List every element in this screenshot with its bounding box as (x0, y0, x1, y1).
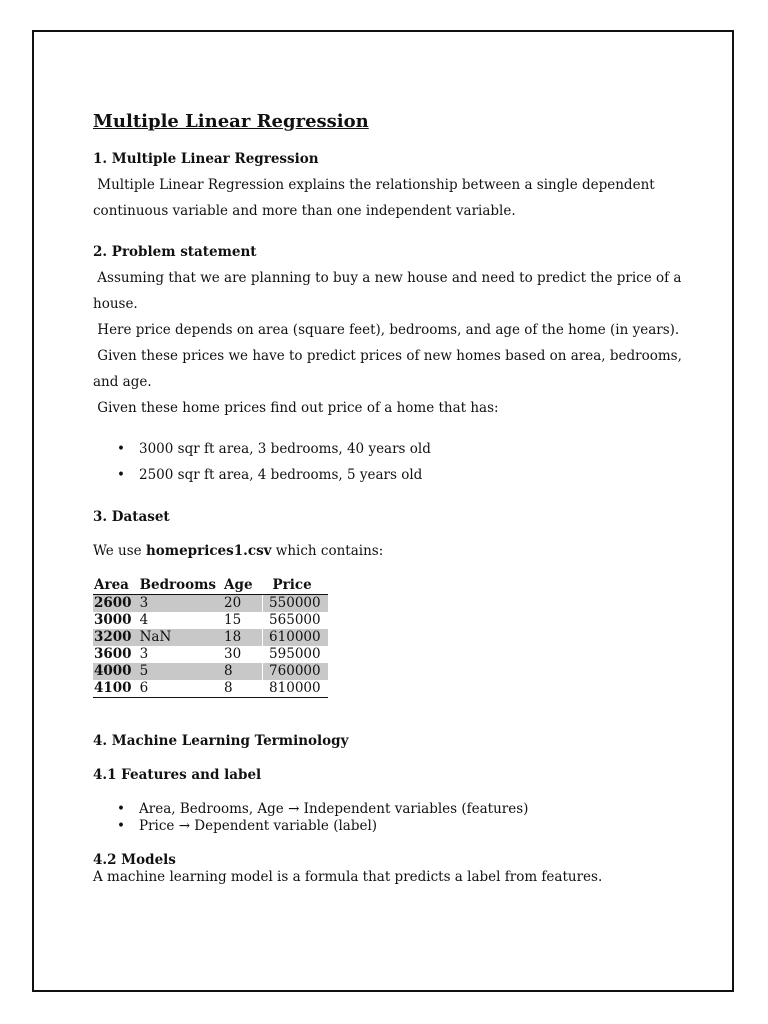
section-2-line-4: Given these prices we have to predict prices of new homes based on area, bedrooms, (93, 348, 682, 364)
table-row: 4100 6 8 810000 (93, 680, 328, 698)
dataset-intro-prefix: We use (93, 543, 146, 559)
list-item: • Price → Dependent variable (label) (117, 818, 378, 834)
bullet-icon: • (117, 467, 125, 483)
table-row: 3000 4 15 565000 (93, 612, 328, 629)
section-2-body (93, 265, 683, 421)
section-4-2-text: A machine learning model is a formula that predicts a label from features. (93, 869, 603, 885)
list-item: • 3000 sqr ft area, 3 bedrooms, 40 years old (93, 436, 683, 462)
section-2-line-5: and age. (93, 374, 152, 390)
section-2-line-3: Here price depends on area (square feet), bedrooms, and age of the home (in years). (93, 322, 680, 338)
table-header-row (93, 577, 328, 595)
table-row: 4000 5 8 760000 (93, 663, 328, 680)
section-2 (93, 242, 683, 262)
dataset-filename: homeprices1.csv (145, 543, 272, 559)
section-2-heading: 2. Problem statement (93, 244, 257, 260)
column-header-age: Age (223, 577, 263, 595)
table-row: 3200 NaN 18 610000 (93, 629, 328, 646)
section-1-line-1: Multiple Linear Regression explains the relationship between a single dependent (93, 177, 655, 193)
section-1-heading: 1. Multiple Linear Regression (93, 151, 319, 167)
bullet-icon: • (117, 818, 125, 834)
section-1-line-2: continuous variable and more than one independent variable. (93, 203, 516, 219)
section-1-body (93, 172, 683, 224)
column-header-price: Price (263, 577, 328, 595)
section-1 (93, 149, 683, 169)
table-row: 3600 3 30 595000 (93, 646, 328, 663)
section-3-heading: 3. Dataset (93, 509, 170, 525)
section-3 (93, 507, 683, 527)
section-4-2 (93, 852, 683, 886)
dataset-table-wrap (93, 577, 683, 698)
section-2-line-1: Assuming that we are planning to buy a new house and need to predict the price of a (93, 270, 682, 286)
column-header-bedrooms: Bedrooms (139, 577, 223, 595)
section-2-line-2: house. (93, 296, 138, 312)
document-title: Multiple Linear Regression (93, 111, 369, 132)
section-4-1-heading: 4.1 Features and label (93, 767, 262, 783)
dataset-intro-suffix: which contains: (271, 543, 384, 559)
section-4-heading: 4. Machine Learning Terminology (93, 733, 349, 749)
section-2-bullets (93, 436, 683, 488)
section-4-1 (93, 765, 683, 785)
bullet-icon: • (117, 441, 125, 457)
table-row: 2600 3 20 550000 (93, 595, 328, 613)
section-4 (93, 731, 683, 751)
list-item: • 2500 sqr ft area, 4 bedrooms, 5 years old (93, 462, 683, 488)
bullet-icon: • (117, 801, 125, 817)
section-2-line-6: Given these home prices find out price of a home that has: (93, 400, 499, 416)
list-item: • Area, Bedrooms, Age → Independent variables (features) (117, 801, 529, 817)
dataset-table (93, 577, 328, 698)
section-3-intro (93, 538, 683, 564)
column-header-area: Area (93, 577, 139, 595)
section-4-1-bullets (93, 801, 683, 835)
section-4-2-heading: 4.2 Models (93, 852, 176, 868)
